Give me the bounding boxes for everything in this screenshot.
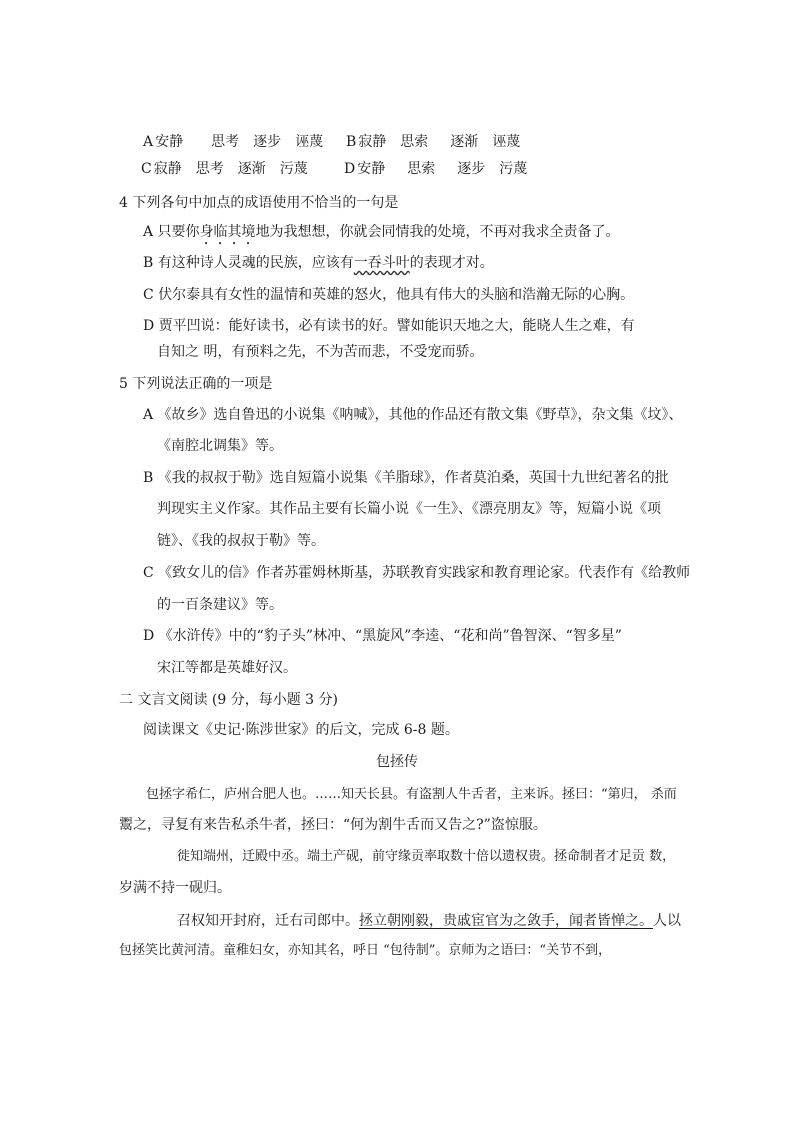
passage-p2-line2: 岁满不持一砚归。 [119, 880, 231, 896]
question-4-option-b [143, 253, 494, 273]
section-2-intro: 阅读课文《史记·陈涉世家》的后文，完成 6-8 题。 [143, 722, 459, 738]
option-word: 逐步 [253, 134, 282, 150]
option-word: 寂静 [153, 161, 182, 177]
question-5-option-a-line1: A 《故乡》选自鲁迅的小说集《呐喊》，其他的作品还有散文集《野草》，杂文集《坟》、 [143, 407, 683, 423]
passage-p1-line1: 包拯字希仁，庐州合肥人也。……知天长县。有盗割人牛舌者，主来诉。拯曰：“第归， 杀而 [146, 787, 677, 802]
option-word: 安静 [357, 161, 386, 177]
option-word: 诬蔑 [295, 134, 324, 150]
option-word: 污蔑 [499, 161, 528, 177]
question-5-option-d-line1: D 《水浒传》中的“豹子头”林冲、“黑旋风”李逵、“花和尚”鲁智深、“智多星” [143, 628, 622, 644]
option-word: 诬蔑 [492, 134, 521, 150]
question-5-stem: 5 下列说法正确的一项是 [119, 376, 273, 392]
option-a-label-words [143, 132, 197, 152]
option-word: 污蔑 [279, 161, 308, 177]
option-label: B [346, 134, 357, 150]
passage-p1-line2: 鬻之，寻复有来告私杀牛者，拯曰：“何为割牛舌而又告之?”盗惊服。 [119, 817, 547, 833]
text: 人以 [653, 913, 681, 929]
wavy-idiom: 一吞斗叶 [353, 255, 410, 271]
option-d-row [344, 159, 541, 179]
question-4-option-a [143, 222, 620, 248]
passage-p3-line1 [177, 911, 681, 931]
option-label: D [344, 161, 356, 177]
question-5-option-b-line2: 判现实主义作家。其作品主要有长篇小说《一生》、《漂亮朋友》等，短篇小说《项 [157, 501, 661, 517]
question-4-option-d-line2: 自知之 明，有预料之先，不为苦而悲，不受宠而骄。 [157, 344, 484, 360]
option-word: 思考 [211, 134, 240, 150]
option-label: A [143, 134, 154, 150]
option-word: 思索 [407, 161, 436, 177]
option-word: 安静 [155, 134, 184, 150]
question-5-option-b-line3: 链》、《我的叔叔于勒》等。 [157, 533, 325, 549]
text: B 有这种诗人灵魂的民族，应该有 [143, 255, 354, 271]
option-word: 寂静 [358, 134, 387, 150]
underlined-sentence: 拯立朝刚毅，贵戚宦官为之敛手，闻者皆惮之。 [359, 913, 653, 929]
question-5-option-c-line1: C 《致女儿的信》作者苏霍姆林斯基，苏联教育实践家和教育理论家。代表作有《给教师 [143, 565, 691, 581]
question-5-option-d-line2: 宋江等都是英雄好汉。 [157, 660, 297, 676]
passage-title: 包拯传 [376, 754, 418, 770]
option-word: 逐步 [457, 161, 486, 177]
text: 召权知开封府，迁右司郎中。 [177, 913, 359, 929]
passage-p2-line1: 徙知端州，迁殿中丞。端土产砚，前守缘贡率取数十倍以遗权贵。拯命制者才足贡 数， [177, 849, 676, 864]
option-word: 思考 [195, 161, 224, 177]
text: 地为我想想，你就会同情我的处境，不再对我求全责备了。 [255, 224, 620, 240]
text: A 只要你 [143, 224, 200, 240]
option-c-row [141, 159, 322, 179]
option-word: 思索 [400, 134, 429, 150]
option-word: 逐渐 [450, 134, 479, 150]
section-2-heading: 二 文言文阅读 (9 分，每小题 3 分) [119, 692, 338, 708]
question-4-stem: 4 下列各句中加点的成语使用不恰当的一句是 [119, 195, 399, 211]
passage-p3-line2: 包拯笑比黄河清。童稚妇女，亦知其名，呼日 “包待制”。京师为之语曰：“关节不到， [119, 943, 612, 958]
option-word: 逐渐 [237, 161, 266, 177]
text: 的表现才对。 [409, 255, 494, 271]
dotted-idiom: 身临其境 [199, 224, 256, 240]
question-5-option-c-line2: 的一百条建议》等。 [157, 597, 283, 613]
question-4-option-d-line1: D 贾平凹说：能好读书，必有读书的好。譬如能识天地之大，能晓人生之难，有 [143, 318, 635, 334]
question-5-option-b-line1: B 《我的叔叔于勒》选自短篇小说集《羊脂球》，作者莫泊桑，英国十九世纪著名的批 [143, 470, 669, 486]
option-a-row [143, 132, 337, 152]
question-5-option-a-line2: 《南腔北调集》等。 [157, 438, 283, 454]
question-4-option-c: C 伏尔泰具有女性的温情和英雄的怒火，他具有伟大的头脑和浩瀚无际的心胸。 [143, 287, 635, 303]
option-label: C [141, 161, 152, 177]
option-b-row [346, 132, 534, 152]
